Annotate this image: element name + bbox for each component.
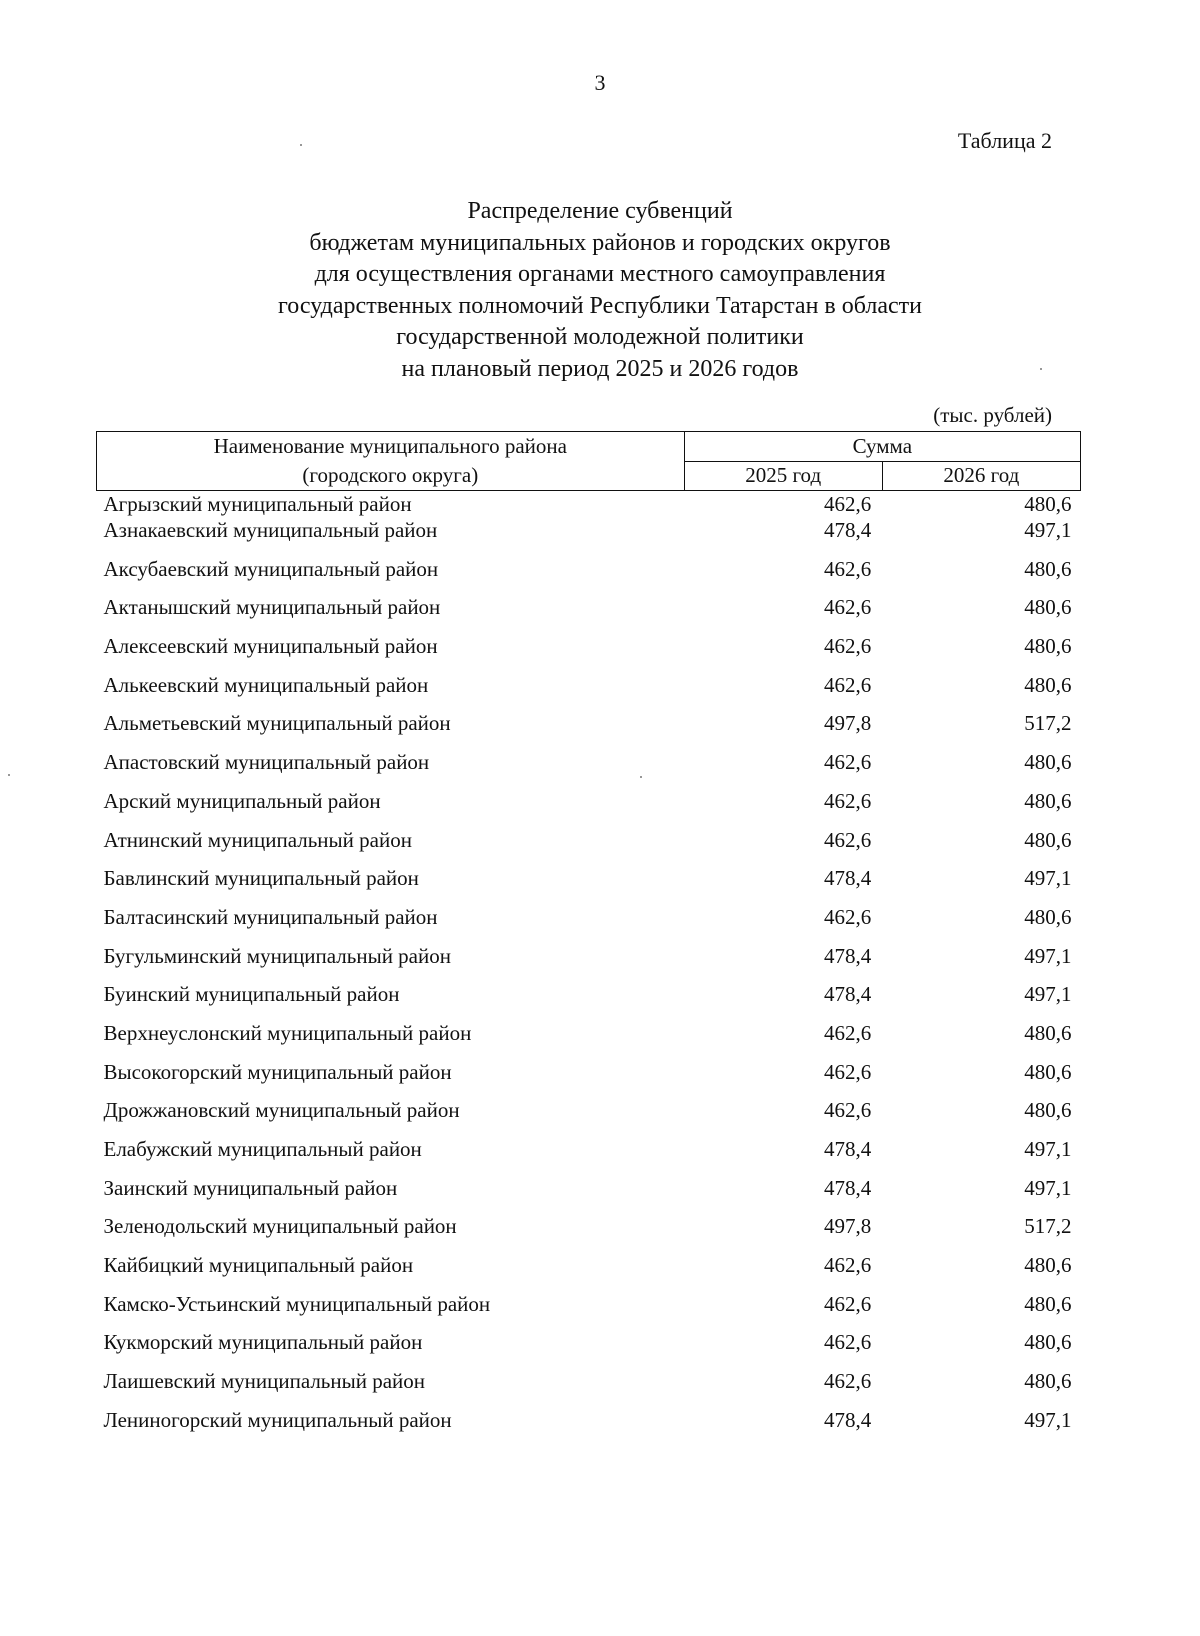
amount-2025: 462,6 — [824, 788, 872, 813]
district-name: Бугульминский муниципальный район — [103, 943, 451, 968]
amount-2025: 478,4 — [824, 866, 872, 891]
table-row — [97, 788, 1081, 827]
header-year-2025: 2025 год — [684, 461, 882, 491]
header-sum-cell: Сумма — [684, 432, 1080, 462]
amount-2025: 462,6 — [824, 492, 872, 516]
district-name: Балтасинский муниципальный район — [103, 904, 438, 929]
title-line-6: на плановый период 2025 и 2026 годов — [401, 355, 799, 382]
district-name: Лаишевский муниципальный район — [103, 1369, 426, 1394]
district-name: Лениногорский муниципальный район — [103, 1407, 452, 1432]
amount-2025: 462,6 — [824, 634, 872, 659]
table-row — [97, 1368, 1081, 1407]
table-row — [97, 865, 1081, 904]
page-number: 3 — [594, 70, 606, 95]
amount-2026: 497,1 — [1024, 866, 1072, 891]
district-name: Камско-Устьинский муниципальный район — [103, 1291, 491, 1316]
district-name: Дрожжановский муниципальный район — [103, 1098, 460, 1123]
district-name: Высокогорский муниципальный район — [103, 1059, 452, 1084]
amount-2025: 462,6 — [824, 1330, 872, 1355]
amount-2026: 480,6 — [1024, 750, 1072, 775]
amount-2026: 480,6 — [1024, 1330, 1072, 1355]
district-name: Альметьевский муниципальный район — [103, 711, 451, 736]
amount-2026: 480,6 — [1024, 492, 1072, 516]
table-row — [97, 1175, 1081, 1214]
amount-2026: 480,6 — [1024, 672, 1072, 697]
district-name: Алексеевский муниципальный район — [103, 634, 438, 659]
header-year-2026: 2026 год — [882, 461, 1080, 491]
title-line-2: бюджетам муниципальных районов и городских округов — [309, 229, 891, 256]
amount-2025: 462,6 — [824, 672, 872, 697]
amount-2025: 497,8 — [824, 1214, 872, 1239]
units-label: (тыс. рублей) — [933, 403, 1052, 427]
district-name: Алькеевский муниципальный район — [103, 672, 429, 697]
amount-2026: 480,6 — [1024, 1253, 1072, 1278]
table-row — [97, 749, 1081, 788]
amount-2025: 462,6 — [824, 1020, 872, 1045]
table-row — [97, 943, 1081, 982]
district-name: Кайбицкий муниципальный район — [103, 1253, 414, 1278]
scan-speck — [640, 776, 642, 778]
amount-2025: 478,4 — [824, 518, 872, 542]
district-name: Заинский муниципальный район — [103, 1175, 398, 1200]
amount-2026: 497,1 — [1024, 982, 1072, 1007]
table-row — [97, 1020, 1081, 1059]
amount-2026: 497,1 — [1024, 1137, 1072, 1161]
table-row — [97, 904, 1081, 943]
title-line-3: для осуществления органами местного самоуправления — [314, 261, 886, 287]
table-row — [97, 517, 1081, 556]
table-row — [97, 1291, 1081, 1330]
amount-2025: 462,6 — [824, 1253, 872, 1278]
subvention-table — [96, 431, 1081, 1446]
district-name: Зеленодольский муниципальный район — [103, 1214, 457, 1239]
table-row — [97, 1059, 1081, 1098]
table-row — [97, 827, 1081, 866]
table-row — [97, 1097, 1081, 1136]
table-body — [97, 491, 1081, 1446]
amount-2026: 480,6 — [1024, 556, 1072, 581]
scan-speck — [1040, 368, 1042, 370]
district-name: Азнакаевский муниципальный район — [103, 518, 438, 542]
title-line-4: государственных полномочий Республики Татарстан в области — [278, 292, 922, 319]
scan-speck — [300, 144, 302, 146]
amount-2025: 462,6 — [824, 827, 872, 852]
amount-2025: 478,4 — [824, 943, 872, 968]
amount-2025: 462,6 — [824, 595, 872, 620]
amount-2025: 462,6 — [824, 1369, 872, 1394]
amount-2026: 480,6 — [1024, 1098, 1072, 1123]
amount-2026: 480,6 — [1024, 1020, 1072, 1045]
district-name: Верхнеуслонский муниципальный район — [103, 1020, 472, 1045]
amount-2025: 478,4 — [824, 982, 872, 1007]
district-name: Кукморский муниципальный район — [103, 1330, 423, 1355]
amount-2026: 497,1 — [1024, 1407, 1072, 1432]
district-name: Елабужский муниципальный район — [103, 1137, 422, 1161]
amount-2026: 480,6 — [1024, 788, 1072, 813]
amount-2026: 480,6 — [1024, 1059, 1072, 1084]
amount-2025: 462,6 — [824, 556, 872, 581]
amount-2025: 462,6 — [824, 1291, 872, 1316]
amount-2025: 462,6 — [824, 1098, 872, 1123]
amount-2025: 462,6 — [824, 1059, 872, 1084]
district-name: Арский муниципальный район — [103, 788, 381, 813]
table-row — [97, 556, 1081, 595]
scan-speck — [8, 774, 10, 776]
table-row — [97, 672, 1081, 711]
header-name-cell — [97, 432, 685, 491]
table-row — [97, 633, 1081, 672]
amount-2025: 497,8 — [824, 711, 872, 736]
table-row — [97, 594, 1081, 633]
amount-2026: 480,6 — [1024, 595, 1072, 620]
amount-2026: 480,6 — [1024, 827, 1072, 852]
table-row — [97, 1252, 1081, 1291]
district-name: Бавлинский муниципальный район — [103, 866, 419, 891]
amount-2025: 462,6 — [824, 904, 872, 929]
amount-2025: 462,6 — [824, 750, 872, 775]
amount-2025: 478,4 — [824, 1175, 872, 1200]
document-title — [0, 196, 1200, 385]
title-line-1: Распределение субвенций — [467, 198, 733, 224]
header-name-line1: Наименование муниципального района — [213, 434, 567, 458]
table-row — [97, 491, 1081, 518]
amount-2026: 480,6 — [1024, 634, 1072, 659]
amount-2025: 478,4 — [824, 1407, 872, 1432]
table-row — [97, 1213, 1081, 1252]
amount-2026: 517,2 — [1024, 711, 1072, 736]
amount-2026: 497,1 — [1024, 943, 1072, 968]
header-row-1 — [97, 432, 1081, 462]
header-name-line2: (городского округа) — [302, 463, 479, 487]
amount-2025: 478,4 — [824, 1137, 872, 1161]
title-line-5: государственной молодежной политики — [396, 324, 804, 350]
table-header — [97, 432, 1081, 491]
district-name: Атнинский муниципальный район — [103, 827, 412, 852]
amount-2026: 497,1 — [1024, 1175, 1072, 1200]
amount-2026: 497,1 — [1024, 518, 1072, 542]
table-row — [97, 1329, 1081, 1368]
district-name: Апастовский муниципальный район — [103, 750, 430, 775]
amount-2026: 480,6 — [1024, 1291, 1072, 1316]
table-label: Таблица 2 — [957, 128, 1052, 153]
amount-2026: 480,6 — [1024, 1369, 1072, 1394]
district-name: Буинский муниципальный район — [103, 982, 400, 1007]
district-name: Актанышский муниципальный район — [103, 595, 441, 620]
table-row — [97, 1407, 1081, 1446]
table-row — [97, 710, 1081, 749]
table-row — [97, 1136, 1081, 1175]
table-row — [97, 981, 1081, 1020]
district-name: Аксубаевский муниципальный район — [103, 556, 439, 581]
amount-2026: 480,6 — [1024, 904, 1072, 929]
amount-2026: 517,2 — [1024, 1214, 1072, 1239]
district-name: Агрызский муниципальный район — [103, 492, 412, 516]
